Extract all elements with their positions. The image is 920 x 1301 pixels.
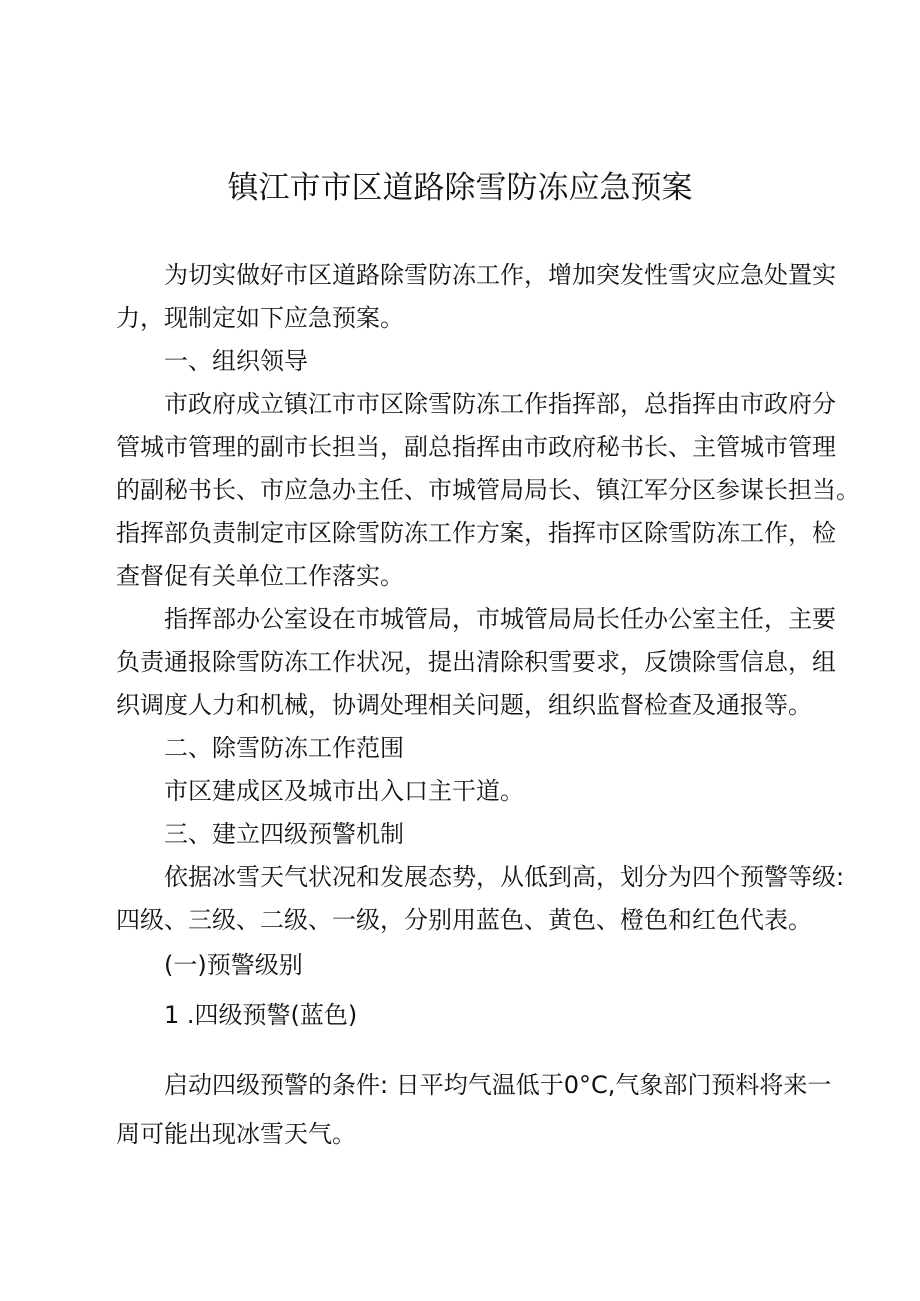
paragraph-line: 市政府成立镇江市市区除雪防冻工作指挥部，总指挥由市政府分 [164, 390, 836, 418]
paragraph-line: 指挥部办公室设在市城管局，市城管局局长任办公室主任，主要 [164, 605, 836, 633]
section-heading: 一、组织领导 [164, 347, 308, 375]
document-title: 镇江市市区道路除雪防冻应急预案 [227, 170, 693, 206]
subsection-heading: (一)预警级别 [164, 951, 303, 979]
paragraph-line: 负责通报除雪防冻工作状况，提出清除积雪要求，反馈除雪信息，组 [116, 648, 836, 676]
paragraph-line: 依据冰雪天气状况和发展态势，从低到高，划分为四个预警等级: [164, 863, 845, 891]
section-heading: 二、除雪防冻工作范围 [164, 734, 404, 762]
paragraph-line: 力，现制定如下应急预案。 [116, 304, 404, 332]
paragraph-line: 织调度人力和机械，协调处理相关问题，组织监督检查及通报等。 [116, 691, 812, 719]
paragraph-line: 周可能出现冰雪天气。 [116, 1120, 356, 1148]
paragraph-line: 指挥部负责制定市区除雪防冻工作方案，指挥市区除雪防冻工作，检 [116, 519, 836, 547]
paragraph-line: 管城市管理的副市长担当，副总指挥由市政府秘书长、主管城市管理 [116, 433, 836, 461]
paragraph-line: 市区建成区及城市出入口主干道。 [164, 777, 524, 805]
paragraph-line: 查督促有关单位工作落实。 [116, 562, 404, 590]
section-heading: 三、建立四级预警机制 [164, 820, 404, 848]
paragraph-line: 启动四级预警的条件: 日平均气温低于0°C,气象部门预料将来一 [164, 1071, 832, 1099]
subsection-heading: 1 .四级预警(蓝色) [164, 1001, 358, 1029]
paragraph-line: 为切实做好市区道路除雪防冻工作，增加突发性雪灾应急处置实 [164, 261, 836, 289]
paragraph-line: 四级、三级、二级、一级，分别用蓝色、黄色、橙色和红色代表。 [116, 906, 812, 934]
paragraph-line: 的副秘书长、市应急办主任、市城管局局长、镇江军分区参谋长担当。 [116, 476, 860, 504]
